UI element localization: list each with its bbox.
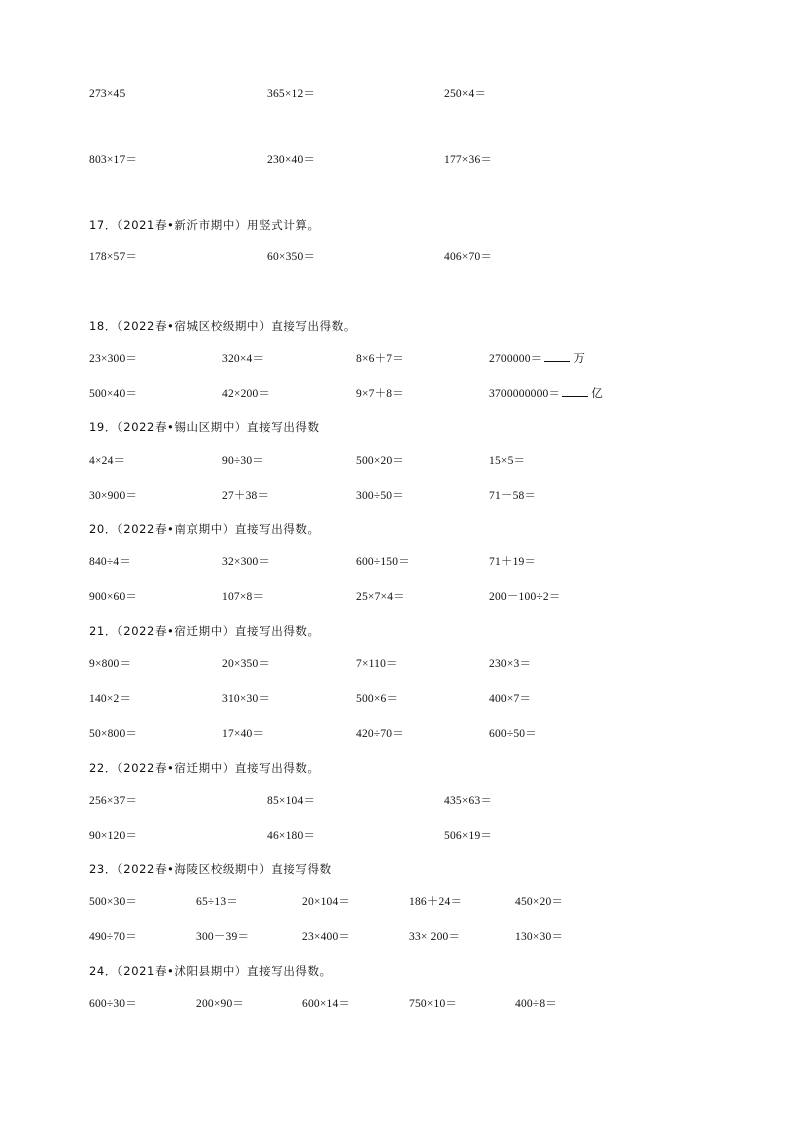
problem: 30×900＝ <box>89 490 138 502</box>
problem <box>489 350 585 368</box>
problem: 273×45 <box>89 88 126 100</box>
answer-blank[interactable] <box>544 350 570 362</box>
unit-label: 亿 <box>591 388 603 400</box>
question-21-row-1 <box>0 655 794 673</box>
answer-blank[interactable] <box>562 385 588 397</box>
question-24-title: 24．（2021春•沭阳县期中）直接写出得数。 <box>89 964 332 978</box>
problem: 8×6＋7＝ <box>356 353 404 365</box>
problem: 250×4＝ <box>444 88 487 100</box>
question-20-row-2 <box>0 588 794 606</box>
problem: 420÷70＝ <box>356 728 404 740</box>
problem: 300÷50＝ <box>356 490 404 502</box>
problem: 65÷13＝ <box>196 896 239 908</box>
problem: 500×6＝ <box>356 693 399 705</box>
problem: 750×10＝ <box>409 998 458 1010</box>
problem: 900×60＝ <box>89 591 138 603</box>
question-17-title: 17．（2021春•新沂市期中）用竖式计算。 <box>89 218 320 232</box>
question-22-row-2 <box>0 827 794 845</box>
problem: 178×57＝ <box>89 251 138 263</box>
problem-text: 3700000000＝ <box>489 388 561 400</box>
question-19-row-1 <box>0 452 794 470</box>
problem: 71－58＝ <box>489 490 537 502</box>
question-21-title: 21．（2022春•宿迁期中）直接写出得数。 <box>89 624 320 638</box>
problem: 406×70＝ <box>444 251 493 263</box>
problem: 27＋38＝ <box>222 490 270 502</box>
top-row-2 <box>0 151 794 169</box>
problem: 71＋19＝ <box>489 556 537 568</box>
problem: 15×5＝ <box>489 455 526 467</box>
question-22-title: 22．（2022春•宿迁期中）直接写出得数。 <box>89 761 320 775</box>
problem: 9×7＋8＝ <box>356 388 404 400</box>
question-23-row-2 <box>0 928 794 946</box>
problem: 490÷70＝ <box>89 931 137 943</box>
question-18-row-1 <box>0 350 794 368</box>
problem: 320×4＝ <box>222 353 265 365</box>
unit-label: 万 <box>573 353 586 365</box>
problem: 600×14＝ <box>302 998 351 1010</box>
problem: 600÷150＝ <box>356 556 410 568</box>
problem: 140×2＝ <box>89 693 132 705</box>
problem: 20×104＝ <box>302 896 351 908</box>
problem: 435×63＝ <box>444 795 493 807</box>
problem: 46×180＝ <box>267 830 316 842</box>
question-22-row-1 <box>0 792 794 810</box>
problem: 230×3＝ <box>489 658 532 670</box>
problem-text: 2700000＝ <box>489 353 543 365</box>
problem: 90÷30＝ <box>222 455 265 467</box>
question-24-row-1 <box>0 995 794 1013</box>
problem: 90×120＝ <box>89 830 138 842</box>
question-19-title: 19．（2022春•锡山区期中）直接写出得数 <box>89 420 320 434</box>
problem: 230×40＝ <box>267 154 316 166</box>
problem: 400×7＝ <box>489 693 532 705</box>
problem: 803×17＝ <box>89 154 138 166</box>
problem: 23×300＝ <box>89 353 138 365</box>
problem: 60×350＝ <box>267 251 316 263</box>
problem: 7×110＝ <box>356 658 398 670</box>
problem: 130×30＝ <box>515 931 564 943</box>
problem: 450×20＝ <box>515 896 564 908</box>
question-23-title: 23．（2022春•海陵区校级期中）直接写得数 <box>89 862 332 876</box>
problem: 85×104＝ <box>267 795 316 807</box>
problem: 17×40＝ <box>222 728 265 740</box>
problem: 310×30＝ <box>222 693 271 705</box>
problem: 25×7×4＝ <box>356 591 405 603</box>
problem: 600÷50＝ <box>489 728 537 740</box>
question-20-title: 20．（2022春•南京期中）直接写出得数。 <box>89 522 320 536</box>
problem: 33× 200＝ <box>409 931 461 943</box>
problem <box>489 385 603 403</box>
question-17-row-1 <box>0 248 794 266</box>
problem: 400÷8＝ <box>515 998 558 1010</box>
problem: 4×24＝ <box>89 455 126 467</box>
problem: 200－100÷2＝ <box>489 591 561 603</box>
problem: 32×300＝ <box>222 556 271 568</box>
question-21-row-2 <box>0 690 794 708</box>
problem: 42×200＝ <box>222 388 271 400</box>
problem: 500×20＝ <box>356 455 405 467</box>
problem: 256×37＝ <box>89 795 138 807</box>
problem: 186＋24＝ <box>409 896 463 908</box>
problem: 20×350＝ <box>222 658 271 670</box>
question-23-row-1 <box>0 893 794 911</box>
question-21-row-3 <box>0 725 794 743</box>
problem: 50×800＝ <box>89 728 138 740</box>
question-20-row-1 <box>0 553 794 571</box>
problem: 177×36＝ <box>444 154 493 166</box>
problem: 500×40＝ <box>89 388 138 400</box>
problem: 9×800＝ <box>89 658 132 670</box>
problem: 600÷30＝ <box>89 998 137 1010</box>
problem: 506×19＝ <box>444 830 493 842</box>
problem: 500×30＝ <box>89 896 138 908</box>
problem: 300－39＝ <box>196 931 250 943</box>
top-row-1 <box>0 85 794 103</box>
problem: 107×8＝ <box>222 591 265 603</box>
problem: 365×12＝ <box>267 88 316 100</box>
problem: 23×400＝ <box>302 931 351 943</box>
question-18-row-2 <box>0 385 794 403</box>
question-19-row-2 <box>0 487 794 505</box>
problem: 840÷4＝ <box>89 556 132 568</box>
problem: 200×90＝ <box>196 998 245 1010</box>
question-18-title: 18．（2022春•宿城区校级期中）直接写出得数。 <box>89 319 356 333</box>
